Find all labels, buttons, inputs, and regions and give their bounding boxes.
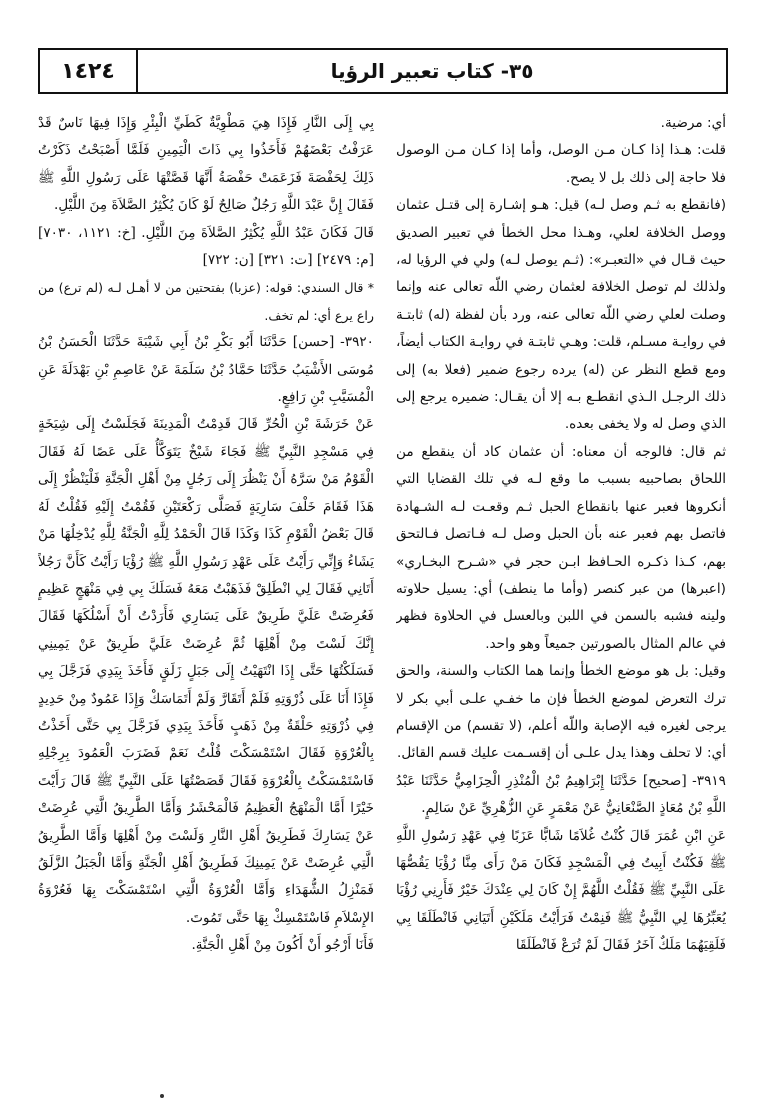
commentary-paragraph: أي: مرضية. xyxy=(660,115,726,131)
hadith-closing: فَأَنَا أَرْجُو أَنْ أَكُونَ مِنْ أَهْلِ الْجَنَّةِ. xyxy=(191,937,374,954)
page-number: ١٤٢٤ xyxy=(40,50,138,92)
book-title: ٣٥- كتاب تعبير الرؤيا xyxy=(330,59,534,83)
hadith-isnad: ٣٩١٩- [صحيح] حَدَّثَنَا إِبْرَاهِيمُ بْنُ الْمُنْذِرِ الْحِزَامِيُّ حَدَّثَنَا عَبْدُ اللَّهِ بْنُ مُعَاذٍ الصَّنْعَانِيُّ عَنْ مَعْمَرٍ عَنِ الزُّهْرِيِّ عَنْ سَالِمٍ. xyxy=(396,772,726,817)
hadith-isnad: ٣٩٢٠- [حسن] حَدَّثَنَا أَبُو بَكْرِ بْنُ أَبِي شَيْبَةَ حَدَّثَنَا الْحَسَنُ بْنُ مُوسَى الأَشْيَبُ حَدَّثَنَا حَمَّادُ بْنُ سَلَمَةَ عَنْ عَاصِمِ بْنِ بَهْدَلَةَ عَنِ الْمُسَيَّبِ بْنِ رَافِعٍ. xyxy=(38,334,374,406)
left-column xyxy=(38,110,374,1100)
commentary-paragraph: وقيل: بل هو موضع الخطأ وإنما هما الكتاب والسنة، والحق ترك التعرض لموضع الخطأ فإن ما خفـي علـى أبي بكر لا يرجى لغيره فيه الإصابة واللّه أعلم، (لا تقسم) من الإقسام أي: لا تحلف وهذا يدل علـى أن إقسـمت عليك قسم القائل. xyxy=(396,663,726,762)
hadith-matn: بِي إِلَى النَّارِ فَإِذَا هِيَ مَطْوِيَّةٌ كَطَيِّ الْبِئْرِ وَإِذَا فِيهَا نَاسٌ قَدْ عَرَفْتُ بَعْضَهُمْ فَأَخَذُوا بِي ذَاتَ الْيَمِينِ فَلَمَّا أَصْبَحْتُ ذَكَرْتُ ذَلِكَ لِحَفْصَةَ فَزَعَمَتْ حَفْصَةُ أَنَّهَا قَصَّتْهَا عَلَى رَسُولِ اللَّهِ ﷺ فَقَالَ إِنَّ عَبْدَ اللَّهِ رَجُلٌ صَالِحٌ لَوْ كَانَ يُكْثِرُ الصَّلاَةَ مِنَ اللَّيْلِ. xyxy=(38,115,374,214)
commentary-paragraph: (فانقطع به ثـم وصل لـه) قيل: هـو إشـارة إلى قتـل عثمان ووصل الخلافة لعلي، وهـذا محل الخطأ في تعبير الصديق حيث قـال في «التعبـر»: (ثـم يوصل لـه) ولي في الرؤيا له، ولذلك لم توصل الخلافة لعثمان رضي اللّه تعالى عنه وإنما وصلت لعلي رضي اللّه تعالى عنه، ورد بأن لفظة (له) ثابتـة في روايـة مسـلم، قلت: وهـي ثابتـة في روايـة الكتاب أيضاً، ومع قطع النظر عن (له) يرده رجوع ضمير (فعلا به) إلى ذلك الرجـل الـذي انقطـع بـه إلا أن يقـال: ضميره يرجع إلى الذي وصل له ولا يخفى بعده. xyxy=(396,197,726,433)
page-mark xyxy=(160,1094,164,1098)
sindi-note: * قال السندي: قوله: (عزبا) بفتحتين من لا أهـل لـه (لم ترع) من راع يرع أي: لم تخف. xyxy=(38,280,374,323)
right-column xyxy=(396,110,726,1100)
page-header xyxy=(38,48,728,94)
hadith-matn: عَنِ ابْنِ عُمَرَ قَالَ كُنْتُ غُلاَمًا شَابًّا عَزَبًا فِي عَهْدِ رَسُولِ اللَّهِ ﷺ فَكُنْتُ أَبِيتُ فِي الْمَسْجِدِ فَكَانَ مَنْ رَأَى مِنَّا رُؤْيَا يَقُصُّهَا عَلَى النَّبِيِّ ﷺ فَقُلْتُ اللَّهُمَّ إِنْ كَانَ لِي عِنْدَكَ خَيْرٌ فَأَرِنِي رُؤْيَا يُعَبِّرُهَا لِي النَّبِيُّ ﷺ فَنِمْتُ فَرَأَيْتُ مَلَكَيْنِ أَتَيَانِي فَانْطَلَقَا بِي فَلَقِيَهُمَا مَلَكٌ آخَرُ فَقَالَ لَمْ تُرَعْ فَانْطَلَقَا xyxy=(396,827,726,954)
commentary-paragraph: قلت: هـذا إذا كـان مـن الوصل، وأما إذا كـان مـن الوصول فلا حاجة إلى ذلك بل لا يصح. xyxy=(396,142,726,186)
hadith-references: قَالَ فَكَانَ عَبْدُ اللَّهِ يُكْثِرُ الصَّلاَةَ مِنَ اللَّيْلِ. [خ: ١١٢١، ٧٠٣٠] [م: ٢٤٧٩] [ت: ٣٢١] [ن: ٧٢٢] xyxy=(38,224,374,269)
hadith-matn: عَنْ خَرَشَةَ بْنِ الْحُرِّ قَالَ قَدِمْتُ الْمَدِينَةَ فَجَلَسْتُ إِلَى شِيَخَةٍ فِي مَسْجِدِ النَّبِيِّ ﷺ فَجَاءَ شَيْخٌ يَتَوَكَّأُ عَلَى عَصًا لَهُ فَقَالَ الْقَوْمُ مَنْ سَرَّهُ أَنْ يَنْظُرَ إِلَى رَجُلٍ مِنْ أَهْلِ الْجَنَّةِ فَلْيَنْظُرْ إِلَى هَذَا فَقَامَ خَلْفَ سَارِيَةٍ فَصَلَّى رَكْعَتَيْنِ فَقُمْتُ إِلَيْهِ فَقُلْتُ لَهُ قَالَ بَعْضُ الْقَوْمِ كَذَا وَكَذَا قَالَ الْحَمْدُ لِلَّهِ الْجَنَّةُ لِلَّهِ يُدْخِلُهَا مَنْ يَشَاءُ وَإِنِّي رَأَيْتُ عَلَى عَهْدِ رَسُولِ اللَّهِ ﷺ رُؤْيَا رَأَيْتُ كَأَنَّ رَجُلاً أَتَانِي فَقَالَ لِي انْطَلِقْ فَذَهَبْتُ مَعَهُ فَسَلَكَ بِي فِي مَنْهَجٍ عَظِيمٍ فَعُرِضَتْ عَلَيَّ طَرِيقٌ عَلَى يَسَارِي فَأَرَدْتُ أَنْ أَسْلُكَهَا فَقَالَ إِنَّكَ لَسْتَ مِنْ أَهْلِهَا ثُمَّ عُرِضَتْ عَلَيَّ طَرِيقٌ عَنْ يَمِينِي فَسَلَكْتُهَا حَتَّى إِذَا انْتَهَيْتُ إِلَى جَبَلٍ زَلَقٍ فَأَخَذَ بِيَدِي فَزَجَّلَ بِي فَإِذَا أَنَا عَلَى ذُرْوَتِهِ فَلَمْ أَتَقَارَّ وَلَمْ أَتَمَاسَكْ وَإِذَا عَمُودٌ مِنْ حَدِيدٍ فِي ذُرْوَتِهِ حَلْقَةٌ مِنْ ذَهَبٍ فَأَخَذَ بِيَدِي فَزَجَّلَ بِي حَتَّى أَخَذْتُ بِالْعُرْوَةِ فَقَالَ اسْتَمْسَكْتَ قُلْتُ نَعَمْ فَضَرَبَ الْعَمُودَ بِرِجْلِهِ فَاسْتَمْسَكْتُ بِالْعُرْوَةِ فَقَالَ قَصَصْتُهَا عَلَى النَّبِيِّ ﷺ قَالَ رَأَيْتَ خَيْرًا أَمَّا الْمَنْهَجُ الْعَظِيمُ فَالْمَحْشَرُ وَأَمَّا الطَّرِيقُ الَّتِي عُرِضَتْ عَنْ يَسَارِكَ فَطَرِيقُ أَهْلِ النَّارِ وَلَسْتَ مِنْ أَهْلِهَا وَأَمَّا الطَّرِيقُ الَّتِي عُرِضَتْ عَنْ يَمِينِكَ فَطَرِيقُ أَهْلِ الْجَنَّةِ وَأَمَّا الْجَبَلُ الزَّلَقُ فَمَنْزِلُ الشُّهَدَاءِ وَأَمَّا الْعُرْوَةُ الَّتِي اسْتَمْسَكْتَ بِهَا فَعُرْوَةُ الإِسْلاَمِ فَاسْتَمْسِكْ بِهَا حَتَّى تَمُوتَ. xyxy=(38,416,374,926)
commentary-paragraph: ثم قال: فالوجه أن معناه: أن عثمان كاد أن ينقطع من اللحاق بصاحبيه بسبب ما وقع لـه في تلك القضايا التي أنكروها فعبر عنها بانقطاع الحبل ثـم وقعـت لـه الشـهادة فاتصل بهم فعبر عنه بأن الحبل وصل لـه فـاتصل فـالتحق بهم، كـذا ذكـره الحـافظ ابـن حجر في «شـرح البخـاري» (اعبرها) من عبر كنصر (وأما ما ينطف) أي: يسيل حلاوته ولينه فشبه بالسمن في اللبن وبالعسل في الحلاوة فظهر في عالم المثال بالصورتين جميعاً وهو واحد. xyxy=(396,443,726,652)
